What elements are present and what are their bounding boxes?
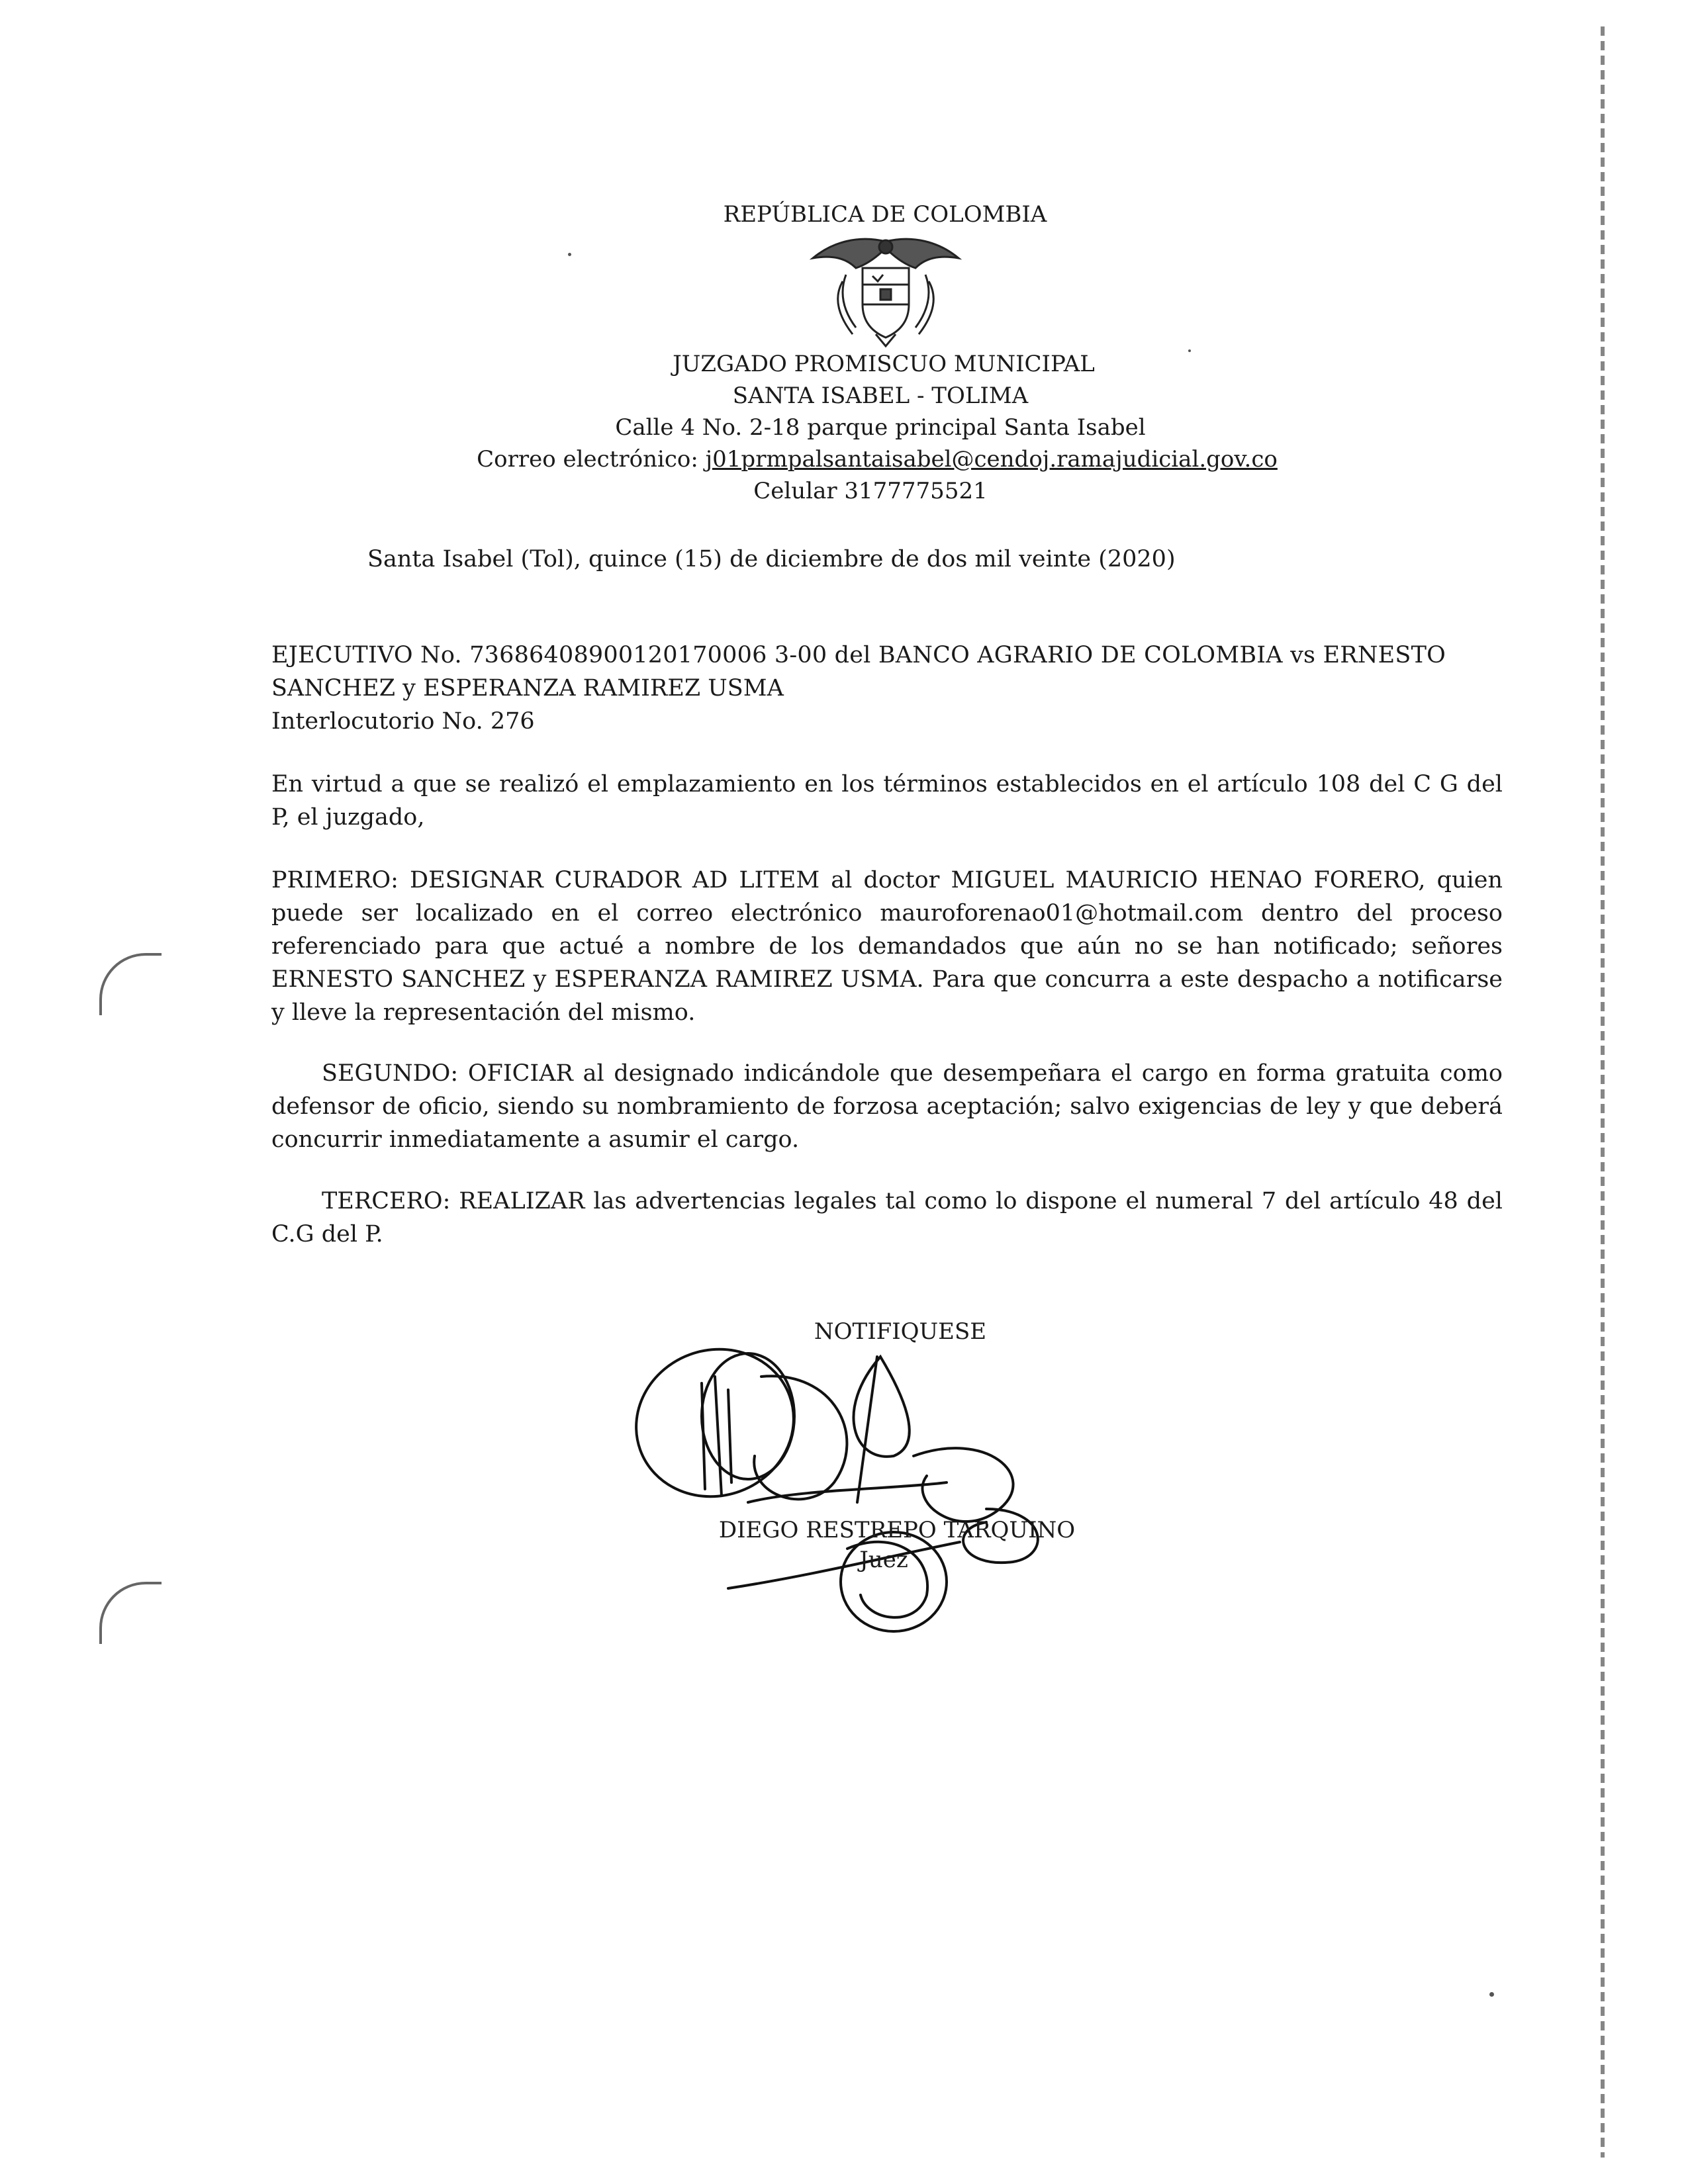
court-phone: Celular 3177775521	[753, 478, 988, 504]
primero-paragraph: PRIMERO: DESIGNAR CURADOR AD LITEM al doctor MIGUEL MAURICIO HENAO FORERO, quien puede ser localizado en el correo electrónico mauroforenao01@hotmail.com dentro del proceso referenciado para que actué a nombre de los demandados que aún no se han notificado; señores ERNESTO SANCHEZ y ESPERANZA RAMIREZ USMA. Para que concurra a este despacho a notificarse y lleve la representación del mismo.	[271, 867, 1503, 1026]
tercero-paragraph: TERCERO: REALIZAR las advertencias legales tal como lo dispone el numeral 7 del artículo 48 del C.G del P.	[271, 1188, 1503, 1248]
case-line-1: EJECUTIVO No. 73686408900120170006 3-00 del BANCO AGRARIO DE COLOMBIA vs ERNESTO	[271, 642, 1446, 668]
scan-edge-artifact	[1601, 26, 1605, 2158]
email-label: Correo electrónico:	[477, 446, 706, 473]
punch-hole-bottom	[99, 1582, 162, 1644]
segundo-paragraph: SEGUNDO: OFICIAR al designado indicándole que desempeñara el cargo en forma gratuita como defensor de oficio, siendo su nombramiento de forzosa aceptación; salvo exigencias de ley y que deberá concurrir inmediatamente a asumir el cargo.	[271, 1060, 1503, 1153]
coat-of-arms-icon	[806, 228, 965, 347]
scan-speck	[1489, 1992, 1494, 1997]
interlocutorio-number: Interlocutorio No. 276	[271, 708, 535, 735]
case-reference	[271, 639, 1503, 738]
punch-hole-top	[99, 953, 162, 1015]
judge-name: DIEGO RESTREPO TARQUINO	[718, 1517, 1076, 1543]
court-name: JUZGADO PROMISCUO MUNICIPAL	[673, 351, 1095, 377]
intro-paragraph: En virtud a que se realizó el emplazamiento en los términos establecidos en el artículo 108 del C G del P, el juzgado,	[271, 771, 1503, 831]
notify-heading: NOTIFIQUESE	[814, 1318, 987, 1345]
court-address: Calle 4 No. 2-18 parque principal Santa Isabel	[615, 414, 1146, 441]
date-line: Santa Isabel (Tol), quince (15) de diciembre de dos mil veinte (2020)	[367, 546, 1176, 572]
scan-speck	[568, 253, 571, 256]
handwritten-signature	[616, 1330, 1092, 1641]
court-email-line	[33, 445, 1688, 474]
country-heading: REPÚBLICA DE COLOMBIA	[723, 201, 1047, 228]
court-location: SANTA ISABEL - TOLIMA	[732, 383, 1029, 409]
court-email-link[interactable]: j01prmpalsantaisabel@cendoj.ramajudicial.gov.co	[705, 446, 1278, 473]
judge-title: Juez	[859, 1547, 908, 1573]
case-line-2: SANCHEZ y ESPERANZA RAMIREZ USMA	[271, 675, 784, 702]
